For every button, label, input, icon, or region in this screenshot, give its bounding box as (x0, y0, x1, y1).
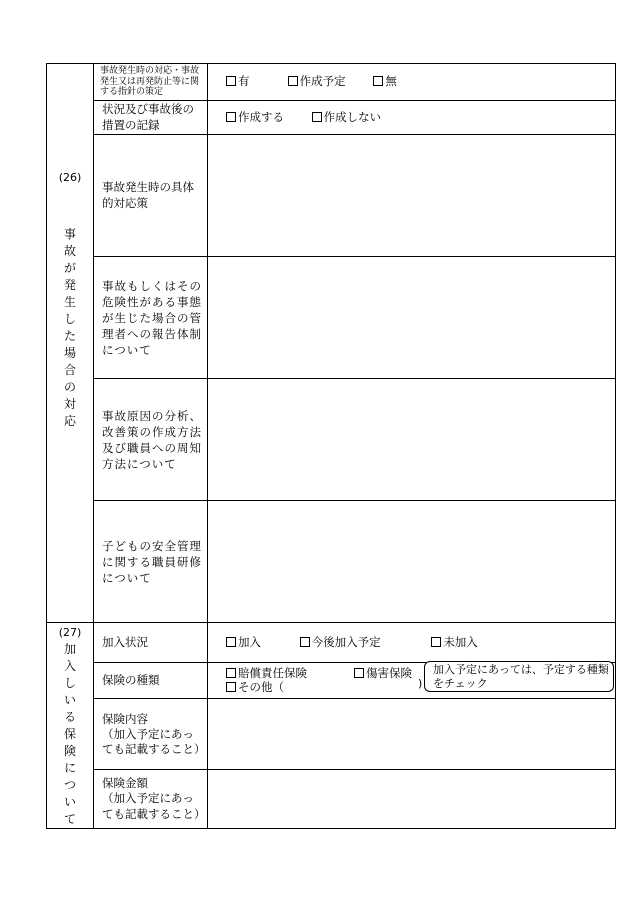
form-table (46, 63, 616, 829)
cause-analysis-field[interactable] (208, 379, 616, 501)
coverage-label: 保険内容 （加入予定にあっても記載すること） (94, 699, 208, 770)
record-options (208, 101, 616, 135)
option-not-enrolled[interactable]: 未加入 (431, 635, 478, 650)
checkbox-icon (431, 637, 441, 647)
response-measures-label: 事故発生時の具体的対応策 (94, 135, 208, 257)
record-label: 状況及び事故後の措置の記録 (94, 101, 208, 135)
safety-training-label: 子どもの安全管理に関する職員研修について (94, 501, 208, 623)
table-row (47, 64, 616, 101)
option-not-create[interactable]: 作成しない (312, 110, 382, 125)
section-26-number: (26) (58, 171, 82, 184)
table-row (47, 135, 616, 257)
option-liability[interactable]: 賠償責任保険 (226, 666, 354, 680)
checkbox-icon (288, 76, 298, 86)
checkbox-icon (226, 112, 236, 122)
reporting-system-label: 事故もしくはその危険性がある事態が生じた場合の管理者への報告体制について (94, 257, 208, 379)
coverage-sub: （加入予定にあっても記載すること） (102, 726, 206, 756)
response-measures-field[interactable] (208, 135, 616, 257)
option-plan-to-enroll[interactable]: 今後加入予定 (300, 635, 428, 650)
table-row (47, 257, 616, 379)
reporting-system-field[interactable] (208, 257, 616, 379)
amount-sub: （加入予定にあっても記載すること） (102, 791, 206, 821)
enrollment-options (208, 623, 616, 663)
table-row (47, 101, 616, 135)
coverage-field[interactable] (208, 699, 616, 770)
other-close-paren: ) (418, 677, 423, 690)
option-create[interactable]: 作成する (226, 110, 308, 125)
section-27-title: 加入しいる保険について (64, 641, 77, 826)
amount-label: 保険金額 （加入予定にあっても記載すること） (94, 770, 208, 828)
checkbox-icon (226, 682, 236, 692)
insurance-type-note: 加入予定にあっては、予定する種類をチェック (424, 661, 614, 692)
table-row (47, 379, 616, 501)
checkbox-icon (226, 637, 236, 647)
table-row (47, 623, 616, 663)
enrollment-label: 加入状況 (94, 623, 208, 663)
form-frame (46, 63, 615, 826)
table-row (47, 699, 616, 770)
option-enrolled[interactable]: 加入 (226, 635, 296, 650)
section-27-header (47, 623, 94, 829)
checkbox-icon (226, 76, 236, 86)
checkbox-icon (300, 637, 310, 647)
checkbox-icon (312, 112, 322, 122)
checkbox-icon (354, 668, 364, 678)
table-row (47, 501, 616, 623)
amount-field[interactable] (208, 770, 616, 828)
cause-analysis-label: 事故原因の分析、改善策の作成方法及び職員への周知方法について (94, 379, 208, 501)
option-planned[interactable]: 作成予定 (288, 74, 370, 89)
checkbox-icon (373, 76, 383, 86)
table-row (47, 770, 616, 828)
option-yes[interactable]: 有 (226, 74, 284, 89)
option-no[interactable]: 無 (373, 74, 397, 89)
section-26-header (47, 64, 94, 623)
policy-label: 事故発生時の対応・事故発生又は再発防止等に関する指針の策定 (94, 64, 208, 101)
option-accident[interactable]: 傷害保険 (354, 666, 412, 680)
option-other[interactable]: その他（ (226, 680, 284, 694)
safety-training-field[interactable] (208, 501, 616, 623)
section-26-title: 事故が発生した場合の対応 (64, 226, 77, 428)
insurance-type-label: 保険の種類 (94, 662, 208, 699)
policy-options (208, 64, 616, 101)
section-27-number: (27) (58, 626, 82, 639)
checkbox-icon (226, 668, 236, 678)
